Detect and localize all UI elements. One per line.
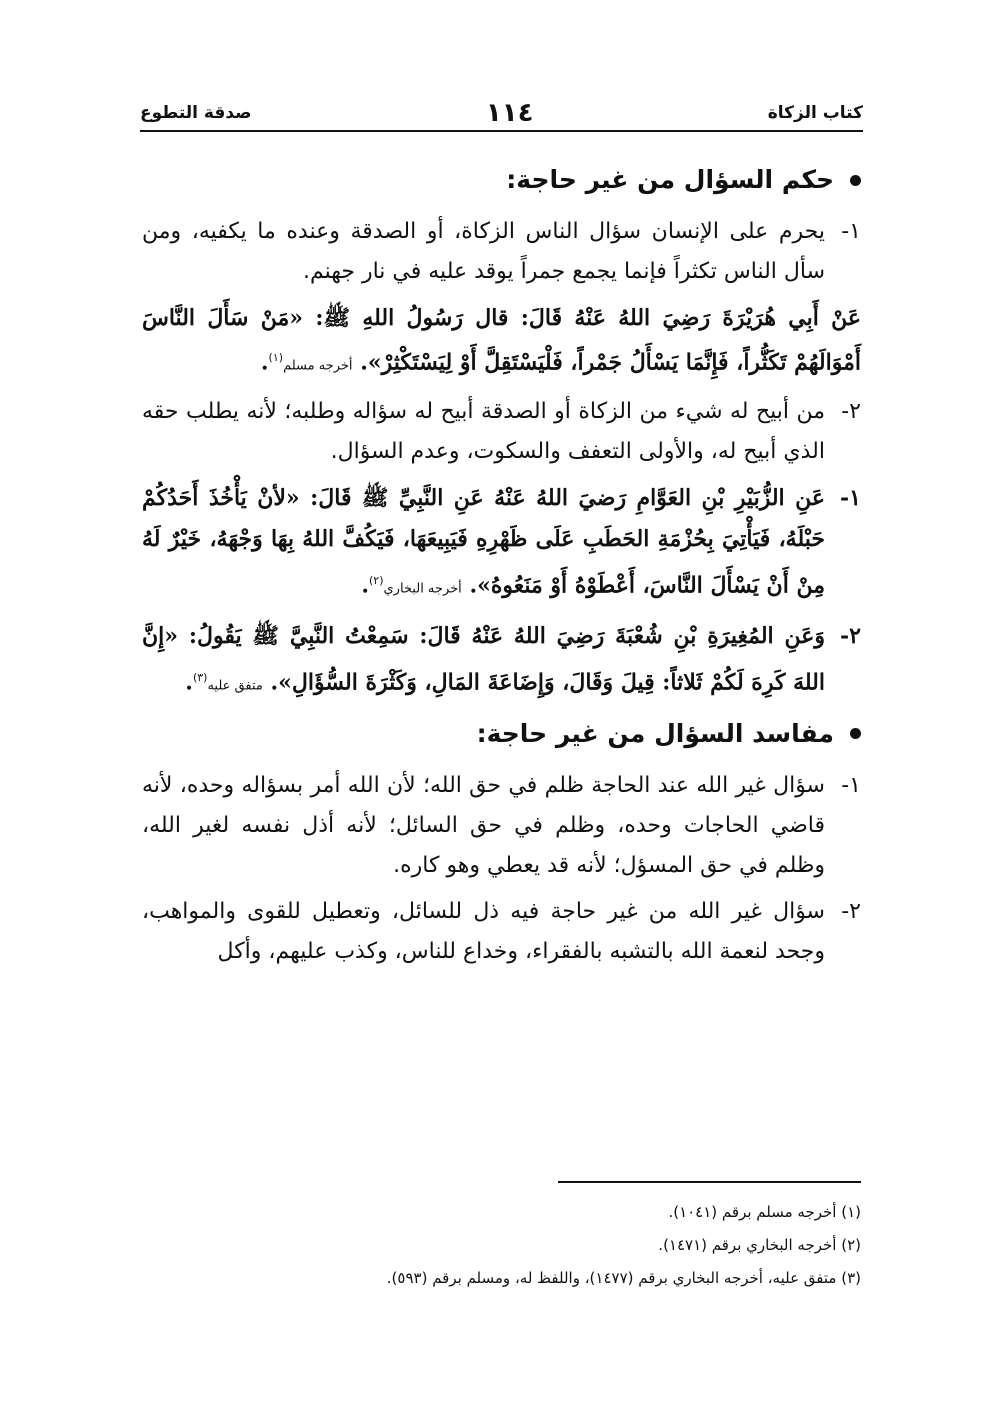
hadith-end: . xyxy=(361,572,369,599)
hadith-quote xyxy=(142,298,861,386)
numbered-paragraph xyxy=(142,766,861,886)
item-number: ٢- xyxy=(841,898,861,924)
paragraph-text: سؤال غير الله عند الحاجة ظلم في حق الله؛ لأن الله أمر بسؤاله وحده، لأنه قاضي الحاجات وحده، وظلم في حق السائل؛ لأنه أذل نفسه لغير الله، وظلم في حق المسؤل؛ لأنه قد يعطي وهو كاره. xyxy=(142,772,825,878)
header-rule xyxy=(140,130,863,132)
bullet-icon xyxy=(850,175,861,186)
page-number: ١١٤ xyxy=(485,98,534,128)
item-number: ١- xyxy=(841,219,861,244)
paragraph-text: سؤال غير الله من غير حاجة فيه ذل للسائل، وتعطيل للقوى والمواهب، وجحد لنعمة الله بالتشبه بالفقراء، وخداع للناس، وكذب عليهم، وأكل xyxy=(142,898,825,964)
hadith-source: أخرجه البخاري xyxy=(383,581,462,597)
numbered-paragraph xyxy=(142,212,861,292)
footnote-rule xyxy=(558,1181,861,1183)
book-title: كتاب الزكاة xyxy=(767,103,863,123)
hadith-text: عَنْ أَبِي هُرَيْرَةَ رَضِيَ اللهُ عَنْهُ قَالَ: قال رَسُولُ اللهِ ﷺ: «مَنْ سَأَلَ النَّاسَ أَمْوَالَهُمْ تَكَثُّراً، فَإِنَّمَا يَسْأَلُ جَمْراً، فَلْيَسْتَقِلَّ أَوْ لِيَسْتَكْثِرْ». xyxy=(142,305,861,376)
hadith-source: أخرجه مسلم xyxy=(283,358,353,374)
hadith-source: متفق عليه xyxy=(207,677,263,693)
footnote: (١) أخرجه مسلم برقم (١٠٤١). xyxy=(668,1203,861,1221)
footnote: (٣) متفق عليه، أخرجه البخاري برقم (١٤٧٧)، واللفظ له، ومسلم برقم (٥٩٣). xyxy=(386,1269,861,1287)
hadith-text: عَنِ الزُّبَيْرِ بْنِ العَوَّامِ رَضيَ اللهُ عَنْهُ عَنِ النَّبِيِّ ﷺ قَالَ: «لأنْ يَأْخُذَ أَحَدُكُمْ حَبْلَهُ، فَيَأْتِيَ بِحُزْمَةِ الحَطَبِ عَلَى ظَهْرِهِ فَيَبِيعَهَا، فَيَكُفَّ اللهُ بِهَا وَجْهَهُ، خَيْرٌ لَهُ مِنْ أَنْ يَسْأَلَ النَّاسَ، أَعْطَوْهُ أَوْ مَنَعُوهُ». xyxy=(142,485,825,599)
hadith-end: . xyxy=(185,668,193,695)
running-header xyxy=(140,98,863,128)
hadith-text: وَعَنِ المُغِيرَةِ بْنِ شُعْبَةَ رَضِيَ اللهُ عَنْهُ قَالَ: سَمِعْتُ النَّبِيَّ ﷺ يَقُولُ: «إِنَّ اللهَ كَرِهَ لَكُمْ ثَلاثاً: قِيلَ وَقَالَ، وَإِضَاعَةَ المَالِ، وَكَثْرَةَ السُّؤَالِ». xyxy=(142,622,825,695)
hadith-quote xyxy=(142,478,861,609)
item-number: ٢- xyxy=(841,399,861,425)
footnote: (٢) أخرجه البخاري برقم (١٤٧١). xyxy=(658,1236,861,1254)
footnote-ref: (١) xyxy=(268,351,284,364)
item-number: ١- xyxy=(840,485,861,512)
section-heading xyxy=(142,158,861,202)
hadith-quote xyxy=(142,616,861,706)
bullet-icon xyxy=(850,728,861,739)
section-heading xyxy=(142,712,861,756)
numbered-paragraph xyxy=(142,392,861,472)
numbered-paragraph xyxy=(142,892,861,972)
footnotes xyxy=(142,1196,861,1295)
section-heading-text: مفاسد السؤال من غير حاجة: xyxy=(476,718,834,748)
chapter-title: صدقة التطوع xyxy=(140,103,252,123)
section-heading-text: حكم السؤال من غير حاجة: xyxy=(506,165,834,194)
page-body xyxy=(142,158,861,978)
item-number: ١- xyxy=(841,772,861,798)
paragraph-text: يحرم على الإنسان سؤال الناس الزكاة، أو الصدقة وعنده ما يكفيه، ومن سأل الناس تكثراً فإنما يجمع جمراً يوقد عليه في نار جهنم. xyxy=(142,219,825,284)
hadith-end: . xyxy=(260,349,269,376)
footnote-ref: (٣) xyxy=(192,670,208,684)
footnote-ref: (٢) xyxy=(368,574,384,588)
paragraph-text: من أبيح له شيء من الزكاة أو الصدقة أبيح له سؤاله وطلبه؛ لأنه يطلب حقه الذي أبيح له، والأولى التعفف والسكوت، وعدم السؤال. xyxy=(142,399,825,465)
item-number: ٢- xyxy=(840,622,861,649)
